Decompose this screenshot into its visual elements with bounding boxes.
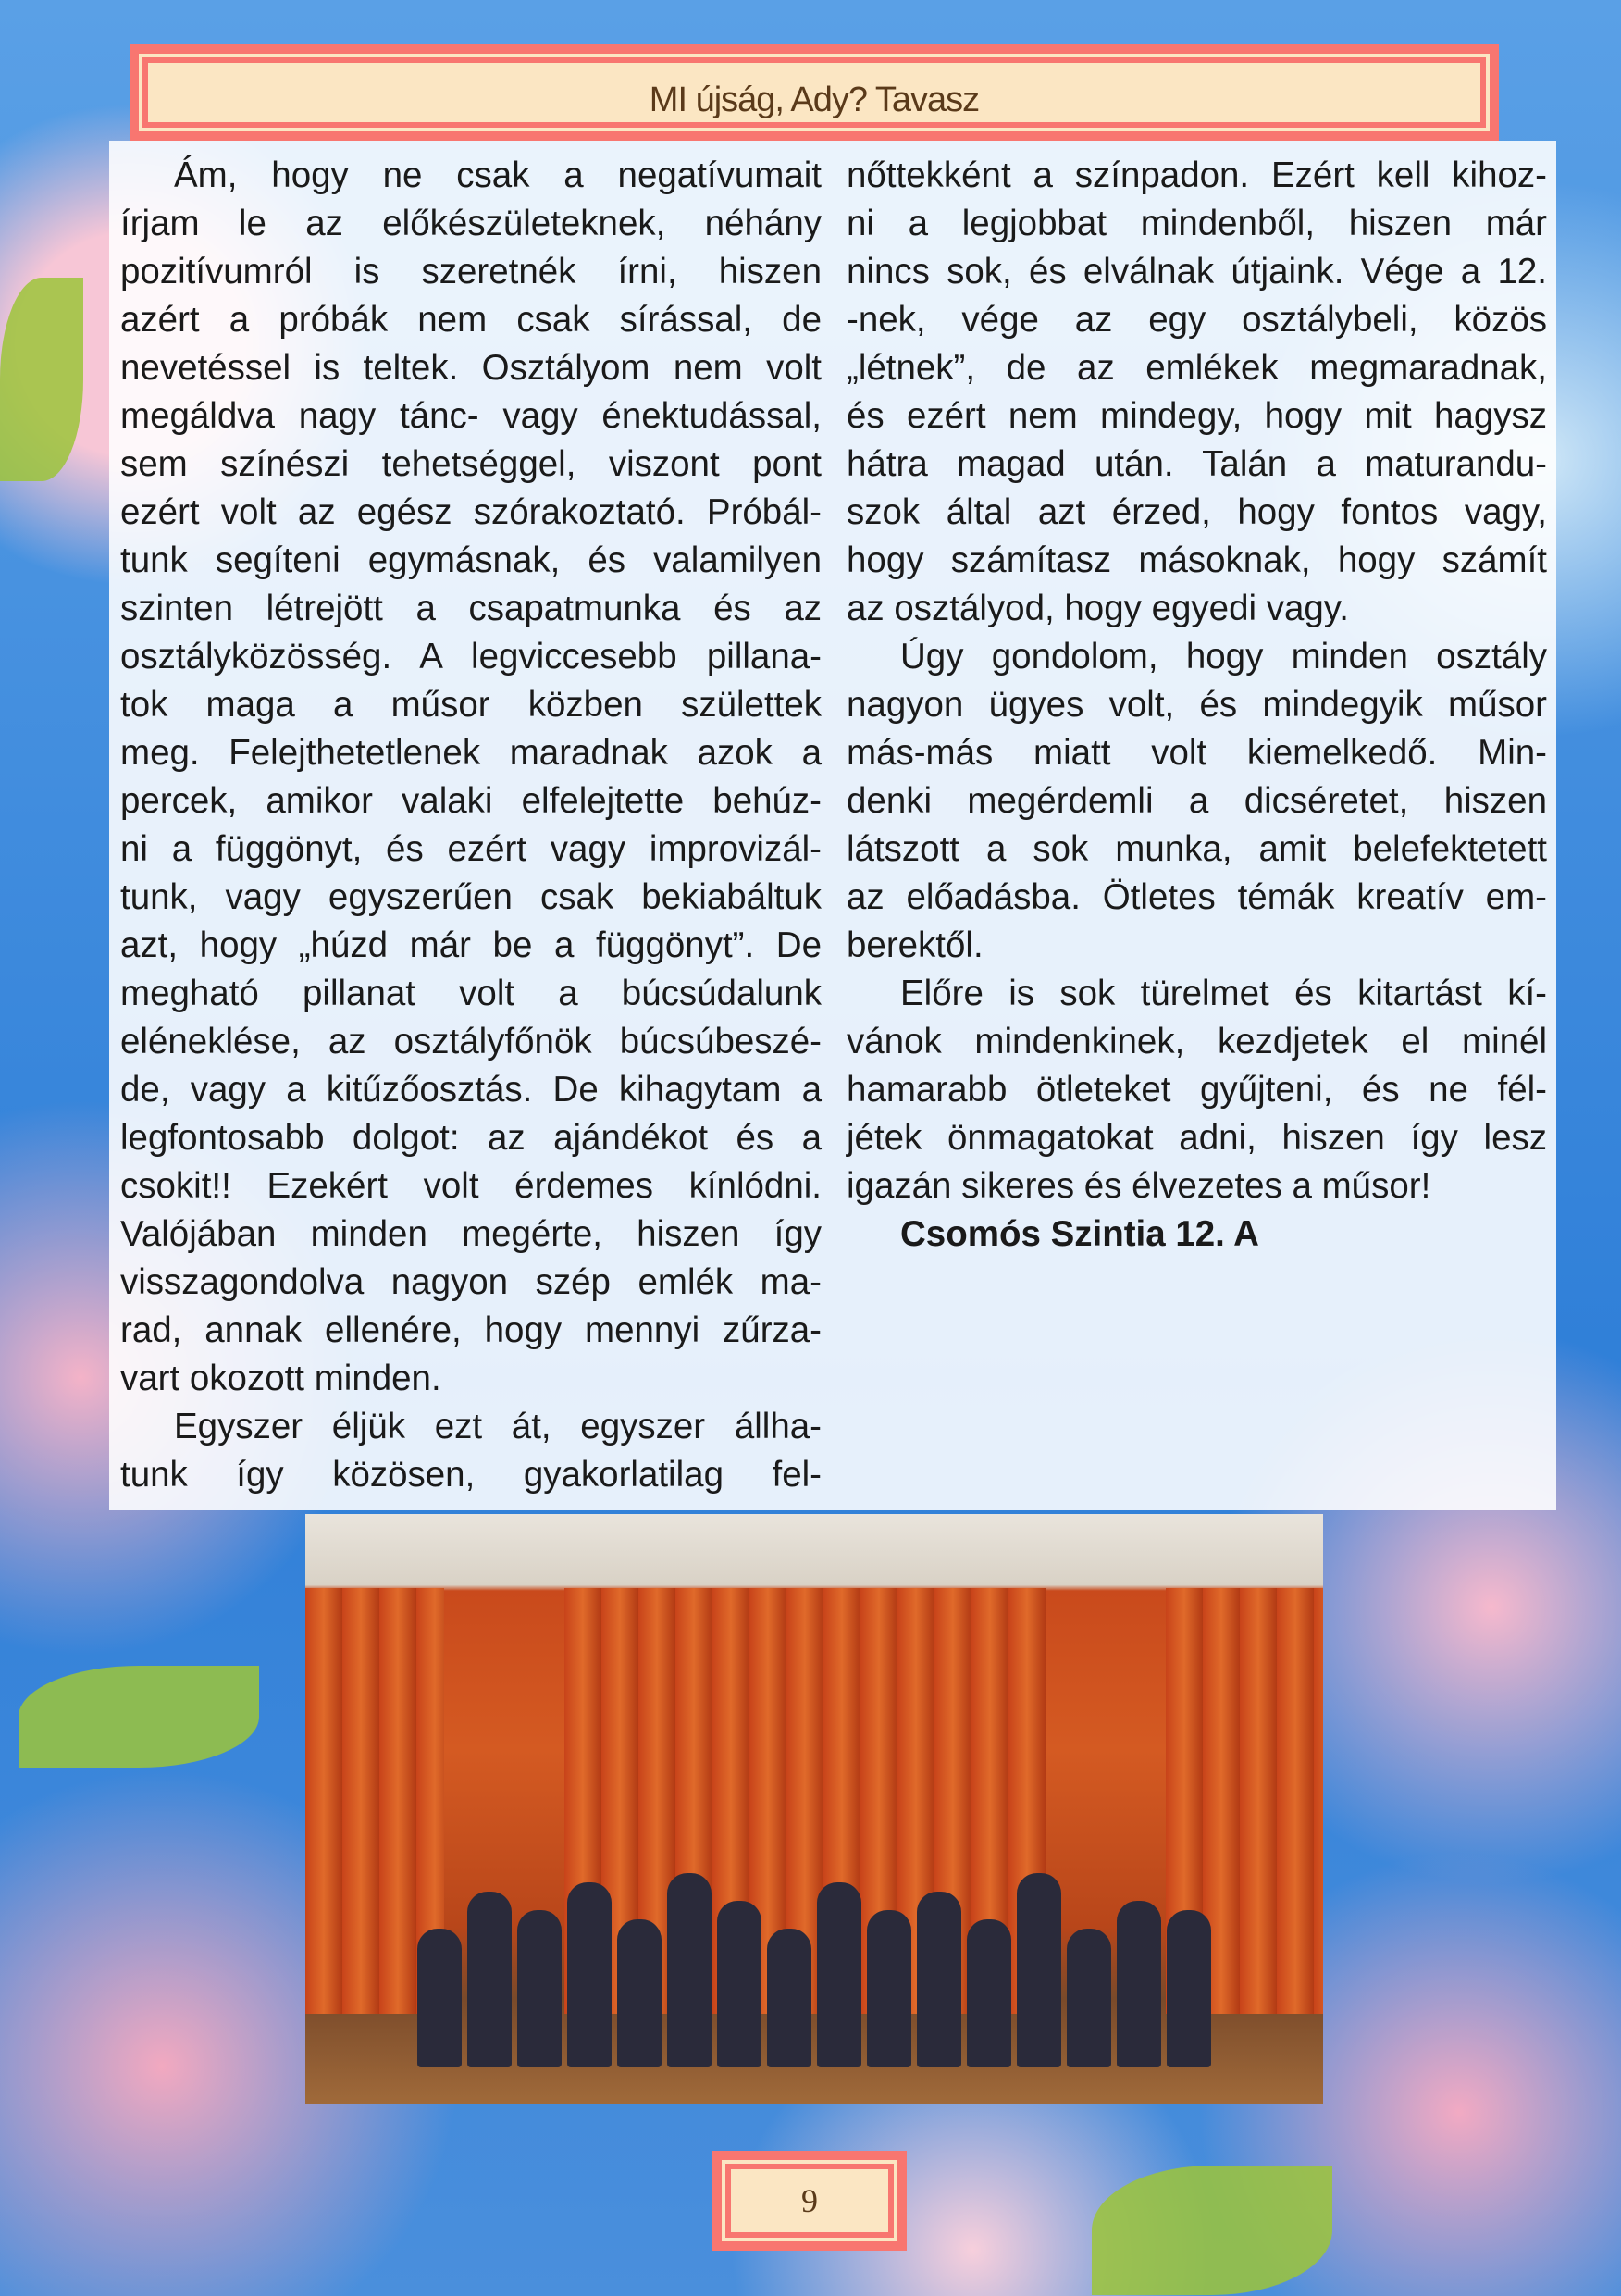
- text-line: legfontosabb dolgot: az ajándékot és a: [120, 1118, 822, 1158]
- text-line: azt, hogy „húzd már be a függönyt”. De: [120, 925, 822, 965]
- student-figure: [1017, 1873, 1061, 2067]
- text-line: látszott a sok munka, amit belefektetett: [847, 829, 1547, 869]
- student-figure: [867, 1910, 911, 2067]
- student-figure: [767, 1929, 811, 2067]
- text-line: nagyon ügyes volt, és mindegyik műsor: [847, 685, 1547, 725]
- student-figure: [967, 1919, 1011, 2067]
- leaf-decoration: [1092, 2166, 1332, 2295]
- student-figure: [617, 1919, 662, 2067]
- text-line: visszagondolva nagyon szép emlék ma-: [120, 1262, 822, 1302]
- text-line: ezért volt az egész szórakoztató. Próbál-: [120, 492, 822, 532]
- student-figure: [1167, 1910, 1211, 2067]
- text-line: ni a legjobbat mindenből, hiszen már: [847, 204, 1547, 243]
- text-line: Előre is sok türelmet és kitartást kí-: [900, 974, 1547, 1013]
- text-line: tunk így közösen, gyakorlatilag fel-: [120, 1455, 822, 1495]
- text-line: tok maga a műsor közben születtek: [120, 685, 822, 725]
- text-line: ni a függönyt, és ezért vagy improvizál-: [120, 829, 822, 869]
- text-line: csokit!! Ezekért volt érdemes kínlódni.: [120, 1166, 822, 1206]
- text-line: nincs sok, és elválnak útjaink. Vége a 12.: [847, 252, 1547, 292]
- student-figure: [917, 1892, 961, 2067]
- text-line: pozitívumról is szeretnék írni, hiszen: [120, 252, 822, 292]
- text-line: megható pillanat volt a búcsúdalunk: [120, 974, 822, 1013]
- student-figure: [1067, 1929, 1111, 2067]
- class-group-photo: [305, 1514, 1323, 2104]
- text-line: tunk, vagy egyszerűen csak bekiabáltuk: [120, 877, 822, 917]
- text-line: vánok mindenkinek, kezdjetek el minél: [847, 1022, 1547, 1061]
- text-line: meg. Felejthetetlenek maradnak azok a: [120, 733, 822, 773]
- article-left-column: [120, 152, 822, 1499]
- author-signature: Csomós Szintia 12. A: [900, 1214, 1259, 1254]
- text-line: berektől.: [847, 925, 984, 965]
- text-line: Egyszer éljük ezt át, egyszer állha-: [174, 1407, 822, 1446]
- text-line: vart okozott minden.: [120, 1359, 441, 1398]
- text-line: osztályközösség. A legviccesebb pillana-: [120, 637, 822, 676]
- text-line: szinten létrejött a csapatmunka és az: [120, 589, 822, 628]
- article-right-column: [847, 152, 1547, 1259]
- text-line: nőttekként a színpadon. Ezért kell kihoz-: [847, 155, 1547, 195]
- text-line: jétek önmagatokat adni, hiszen így lesz: [847, 1118, 1547, 1158]
- text-line: megáldva nagy tánc- vagy énektudással,: [120, 396, 822, 436]
- text-line: Valójában minden megérte, hiszen így: [120, 1214, 822, 1254]
- text-line: de, vagy a kitűzőosztás. De kihagytam a: [120, 1070, 822, 1110]
- header-inner-frame: [142, 57, 1486, 128]
- text-line: és ezért nem mindegy, hogy mit hagysz: [847, 396, 1547, 436]
- text-line: igazán sikeres és élvezetes a műsor!: [847, 1166, 1431, 1206]
- text-line: denki megérdemli a dicséretet, hiszen: [847, 781, 1547, 821]
- text-line: hogy számítasz másoknak, hogy számít: [847, 540, 1547, 580]
- student-figure: [717, 1901, 761, 2067]
- student-figure: [567, 1882, 612, 2067]
- text-line: Ám, hogy ne csak a negatívumait: [174, 155, 822, 195]
- text-line: más-más miatt volt kiemelkedő. Min-: [847, 733, 1547, 773]
- page-header: [130, 44, 1499, 141]
- text-line: hamarabb ötleteket gyűjteni, és ne fél-: [847, 1070, 1547, 1110]
- page-number-box: [712, 2151, 907, 2251]
- text-line: az osztályod, hogy egyedi vagy.: [847, 589, 1349, 628]
- student-figure: [817, 1882, 861, 2067]
- text-line: „létnek”, de az emlékek megmaradnak,: [847, 348, 1547, 388]
- article-panel: [109, 141, 1556, 1510]
- text-line: rad, annak ellenére, hogy mennyi zűrza-: [120, 1310, 822, 1350]
- text-line: nevetéssel is teltek. Osztályom nem volt: [120, 348, 822, 388]
- student-figure: [517, 1910, 562, 2067]
- text-line: tunk segíteni egymásnak, és valamilyen: [120, 540, 822, 580]
- text-line: percek, amikor valaki elfelejtette behúz-: [120, 781, 822, 821]
- text-line: azért a próbák nem csak sírással, de: [120, 300, 822, 340]
- text-line: szok által azt érzed, hogy fontos vagy,: [847, 492, 1547, 532]
- text-line: hátra magad után. Talán a maturandu-: [847, 444, 1547, 484]
- leaf-decoration: [0, 278, 83, 481]
- text-line: eléneklése, az osztályfőnök búcsúbeszé-: [120, 1022, 822, 1061]
- text-line: az előadásba. Ötletes témák kreatív em-: [847, 877, 1547, 917]
- student-figure: [667, 1873, 712, 2067]
- leaf-decoration: [19, 1666, 259, 1768]
- student-figure: [1117, 1901, 1161, 2067]
- text-line: -nek, vége az egy osztálybeli, közös: [847, 300, 1547, 340]
- page-number: 9: [725, 2164, 894, 2238]
- text-line: írjam le az előkészületeknek, néhány: [120, 204, 822, 243]
- student-figure: [417, 1929, 462, 2067]
- text-line: sem színészi tehetséggel, viszont pont: [120, 444, 822, 484]
- group-of-students: [305, 1827, 1323, 2067]
- text-line: Úgy gondolom, hogy minden osztály: [900, 637, 1547, 676]
- page-title: MI újság, Ady? Tavasz: [649, 81, 980, 119]
- student-figure: [467, 1892, 512, 2067]
